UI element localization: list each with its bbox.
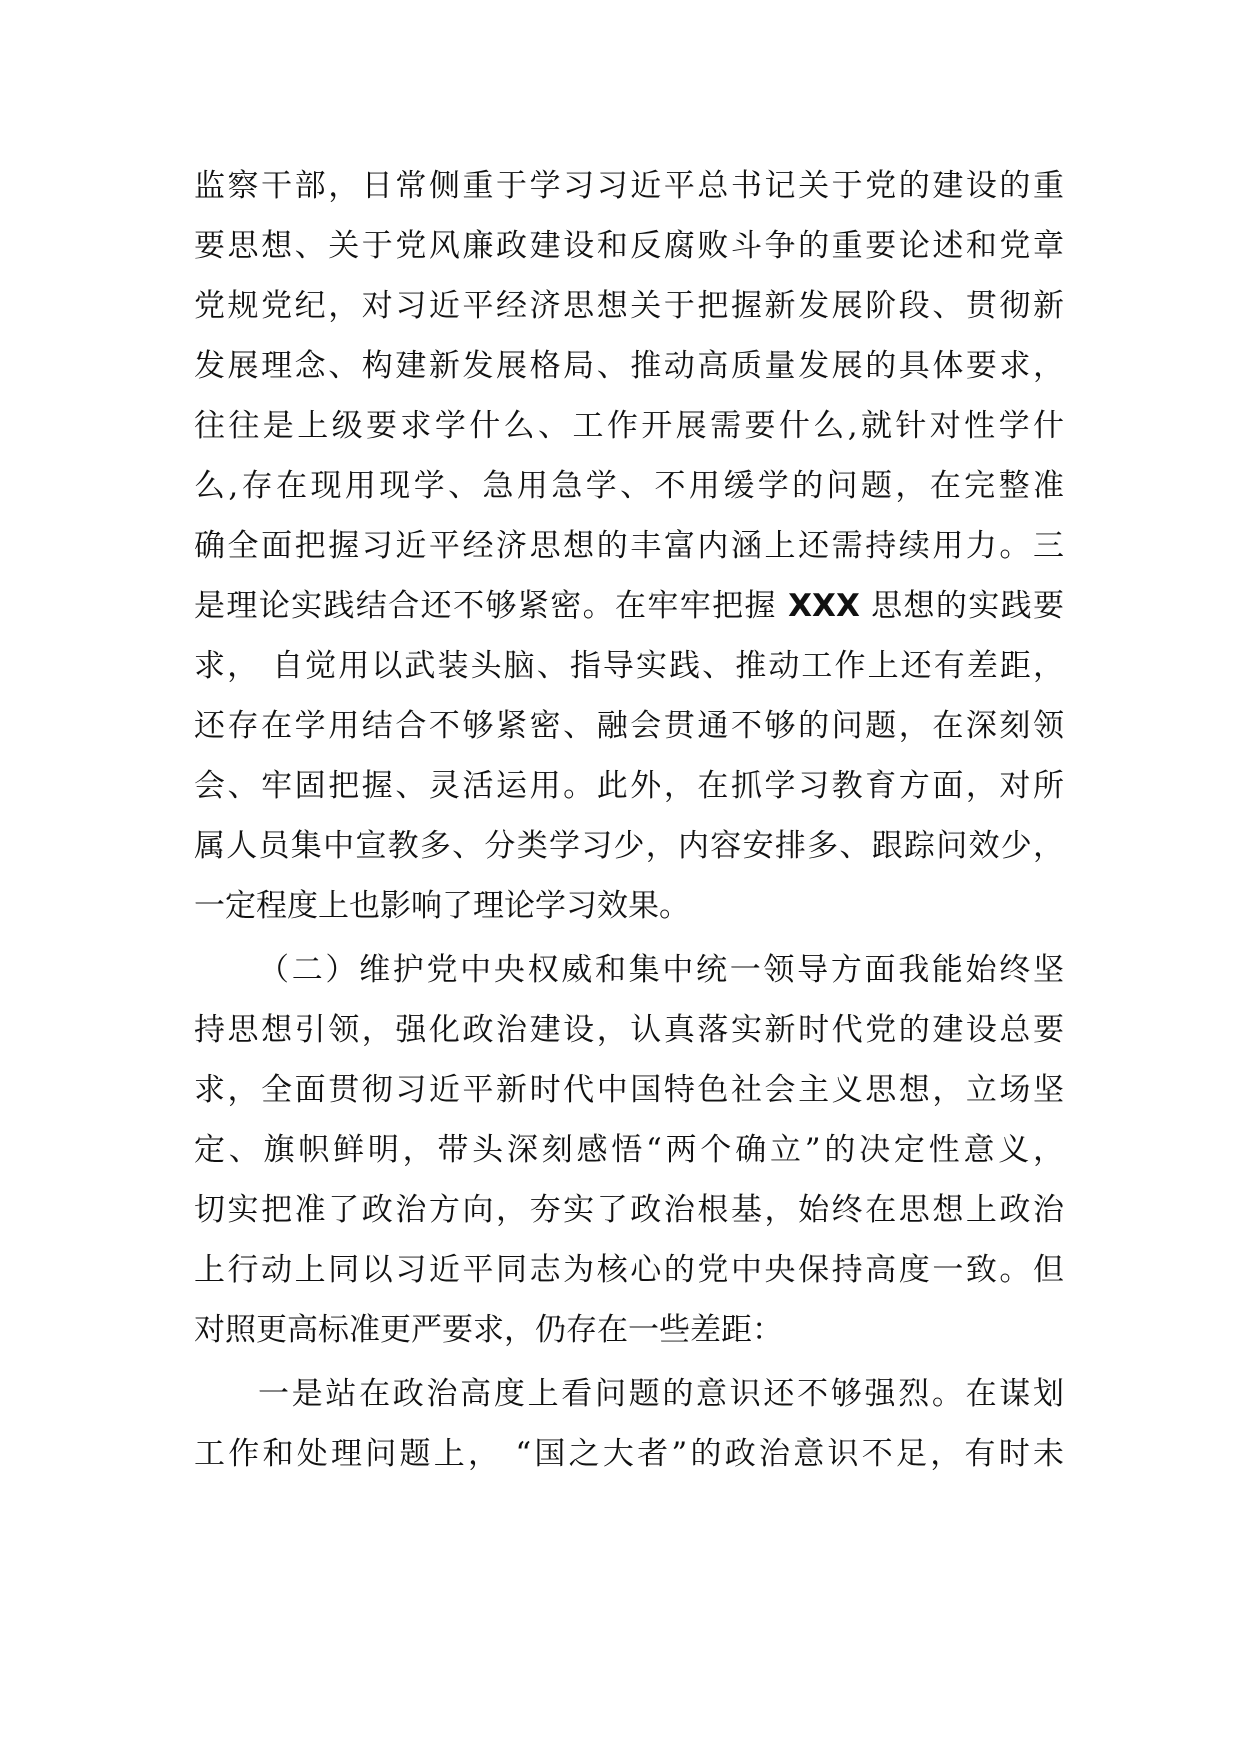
text-line: 持思想引领，强化政治建设，认真落实新时代党的建设总要 bbox=[194, 1012, 1064, 1048]
text-line: 要思想、关于党风廉政建设和反腐败斗争的重要论述和党章 bbox=[194, 228, 1064, 264]
text-segment: 思想的实践要 bbox=[871, 588, 1064, 624]
text-line: 发展理念、构建新发展格局、推动高质量发展的具体要求， bbox=[194, 348, 1064, 384]
text-line: 党规党纪，对习近平经济思想关于把握新发展阶段、贯彻新 bbox=[194, 288, 1064, 324]
text-line: 往往是上级要求学什么、工作开展需要什么,就针对性学什 bbox=[194, 408, 1064, 444]
text-line: 么,存在现用现学、急用急学、不用缓学的问题，在完整准 bbox=[194, 468, 1064, 504]
section-heading-line: （二）维护党中央权威和集中统一领导方面我能始终坚 bbox=[258, 952, 1064, 988]
text-line: 还存在学用结合不够紧密、融会贯通不够的问题，在深刻领 bbox=[194, 708, 1064, 744]
paragraph-start-line: 一是站在政治高度上看问题的意识还不够强烈。在谋划 bbox=[258, 1376, 1064, 1412]
text-line: 求，全面贯彻习近平新时代中国特色社会主义思想，立场坚 bbox=[194, 1072, 1064, 1108]
text-line: 定、旗帜鲜明，带头深刻感悟“两个确立”的决定性意义， bbox=[194, 1132, 1064, 1168]
text-segment: 是理论实践结合还不够紧密。在牢牢把握 bbox=[194, 588, 777, 624]
bold-placeholder: XXX bbox=[788, 588, 860, 624]
text-line: 监察干部，日常侧重于学习习近平总书记关于党的建设的重 bbox=[194, 168, 1064, 204]
text-line: 会、牢固把握、灵活运用。此外，在抓学习教育方面，对所 bbox=[194, 768, 1064, 804]
text-line: 上行动上同以习近平同志为核心的党中央保持高度一致。但 bbox=[194, 1252, 1064, 1288]
text-line: 求， 自觉用以武装头脑、指导实践、推动工作上还有差距， bbox=[194, 648, 1064, 684]
text-line: 对照更高标准更严要求，仍存在一些差距： bbox=[194, 1312, 783, 1348]
text-line: 切实把准了政治方向，夯实了政治根基，始终在思想上政治 bbox=[194, 1192, 1064, 1228]
text-line: 属人员集中宣教多、分类学习少，内容安排多、跟踪问效少， bbox=[194, 828, 1064, 864]
text-line-mixed bbox=[194, 576, 1064, 636]
text-line: 一定程度上也影响了理论学习效果。 bbox=[194, 888, 690, 924]
text-line: 确全面把握习近平经济思想的丰富内涵上还需持续用力。三 bbox=[194, 528, 1064, 564]
text-line: 工作和处理问题上， “国之大者”的政治意识不足，有时未 bbox=[194, 1436, 1064, 1472]
